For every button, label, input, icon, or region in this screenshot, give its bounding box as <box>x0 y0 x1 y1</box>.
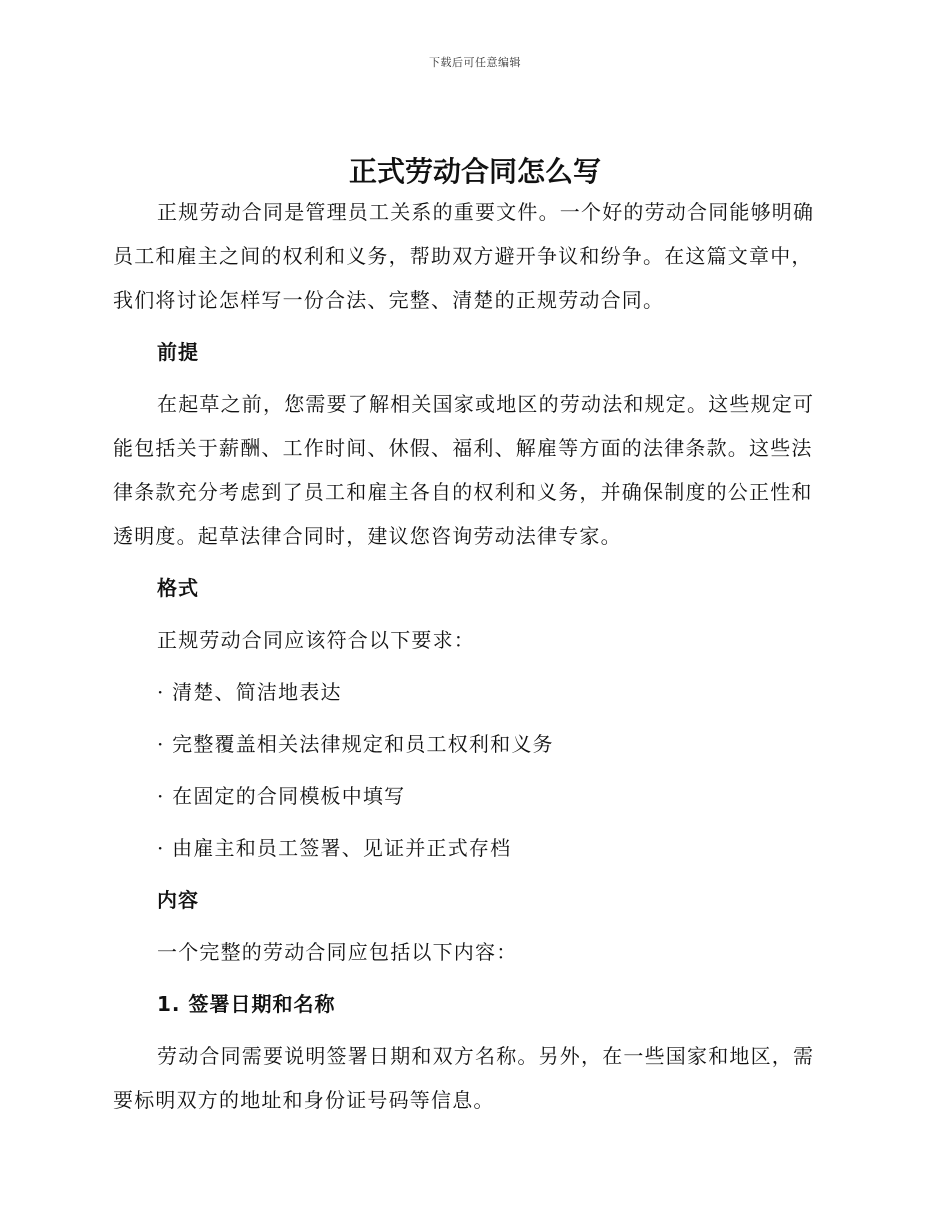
intro-paragraph: 正规劳动合同是管理员工关系的重要文件。一个好的劳动合同能够明确员工和雇主之间的权利和义务，帮助双方避开争议和纷争。在这篇文章中，我们将讨论怎样写一份合法、完整、清楚的正规劳动合同。 <box>113 200 815 312</box>
content-lead: 一个完整的劳动合同应包括以下内容： <box>157 940 518 964</box>
section-heading-format: 格式 <box>157 576 199 600</box>
section-heading-premise: 前提 <box>157 340 199 364</box>
document-body <box>113 190 833 1130</box>
format-lead: 正规劳动合同应该符合以下要求： <box>157 628 475 652</box>
signing-date-paragraph: 劳动合同需要说明签署日期和双方名称。另外，在一些国家和地区，需要标明双方的地址和身份证号码等信息。 <box>113 1044 815 1112</box>
subheading-signing-date: 1. 签署日期和名称 <box>157 992 336 1016</box>
premise-paragraph: 在起草之前，您需要了解相关国家或地区的劳动法和规定。这些规定可能包括关于薪酬、工作时间、休假、福利、解雇等方面的法律条款。这些法律条款充分考虑到了员工和雇主各自的权利和义务，并确保制度的公正性和透明度。起草法律合同时，建议您咨询劳动法律专家。 <box>113 392 815 548</box>
header-note: 下载后可任意编辑 <box>429 56 521 69</box>
section-heading-content: 内容 <box>157 888 199 912</box>
list-item: · 完整覆盖相关法律规定和员工权利和义务 <box>157 732 554 756</box>
list-item: · 由雇主和员工签署、见证并正式存档 <box>157 836 512 860</box>
list-item: · 在固定的合同模板中填写 <box>157 784 406 808</box>
list-item: · 清楚、简洁地表达 <box>157 680 342 704</box>
page-title: 正式劳动合同怎么写 <box>348 155 601 188</box>
